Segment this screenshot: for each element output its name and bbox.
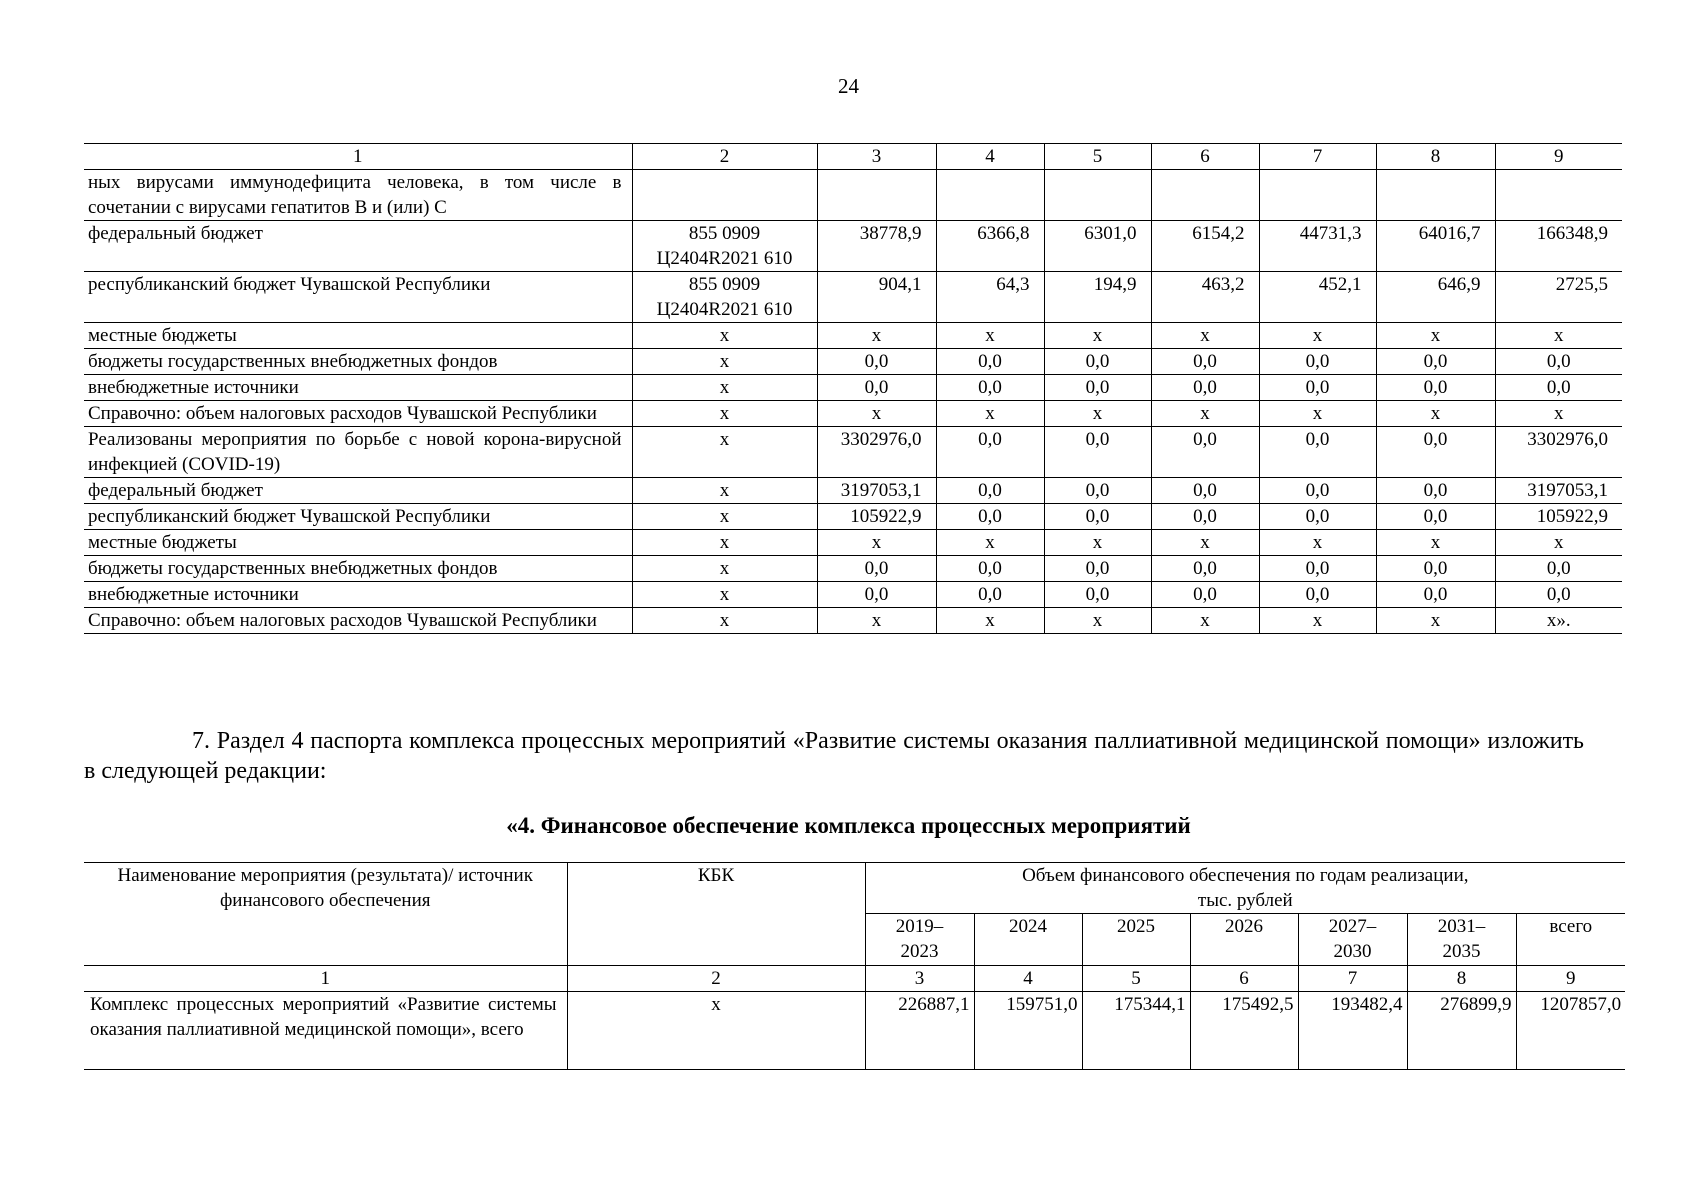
- row-value: 3302976,0: [1495, 427, 1622, 478]
- column-number: 8: [1376, 144, 1495, 170]
- row-value: 44731,3: [1259, 221, 1376, 272]
- row-value: x: [817, 323, 936, 349]
- row-value: x: [1259, 530, 1376, 556]
- row-value: 64,3: [936, 272, 1044, 323]
- row-value: x: [1259, 608, 1376, 634]
- financing-table-continued: [84, 143, 1622, 634]
- row-value: 0,0: [1044, 375, 1151, 401]
- column-number: 2: [632, 144, 817, 170]
- row-value: 0,0: [936, 582, 1044, 608]
- row-value: 6366,8: [936, 221, 1044, 272]
- row-value: 0,0: [1495, 349, 1622, 375]
- row-value: 2725,5: [1495, 272, 1622, 323]
- row-name: местные бюджеты: [84, 530, 632, 556]
- column-number: 5: [1082, 966, 1190, 992]
- header-name: Наименование мероприятия (результата)/ источник финансового обеспечения: [84, 863, 567, 966]
- row-value: 0,0: [1376, 427, 1495, 478]
- column-number: 3: [817, 144, 936, 170]
- row-value: 0,0: [817, 349, 936, 375]
- table-row: [84, 992, 1625, 1070]
- table-row: [84, 401, 1622, 427]
- year-header: 2031–2035: [1407, 914, 1516, 966]
- row-value: [936, 170, 1044, 221]
- row-value: x: [1376, 530, 1495, 556]
- row-value: x: [1376, 401, 1495, 427]
- row-kbk: x: [632, 530, 817, 556]
- row-value: x: [1044, 608, 1151, 634]
- year-header: 2027–2030: [1298, 914, 1407, 966]
- row-value: 0,0: [1376, 478, 1495, 504]
- year-header: всего: [1516, 914, 1625, 966]
- row-value: 0,0: [1151, 478, 1259, 504]
- year-header: 2026: [1190, 914, 1298, 966]
- table-header-row: [84, 863, 1625, 914]
- row-name: Реализованы мероприятия по борьбе с новой корона-вирусной инфекцией (COVID-19): [84, 427, 632, 478]
- row-value: 463,2: [1151, 272, 1259, 323]
- row-value: x: [1151, 401, 1259, 427]
- row-value: 194,9: [1044, 272, 1151, 323]
- row-value: 0,0: [1495, 375, 1622, 401]
- row-value: x: [936, 323, 1044, 349]
- column-number: 7: [1298, 966, 1407, 992]
- section-title: «4. Финансовое обеспечение комплекса процессных мероприятий: [506, 813, 1191, 838]
- row-value: 105922,9: [1495, 504, 1622, 530]
- table-row: [84, 349, 1622, 375]
- column-number: 2: [567, 966, 865, 992]
- row-value: x: [1495, 401, 1622, 427]
- year-header: 2019–2023: [865, 914, 974, 966]
- row-value: [1044, 170, 1151, 221]
- row-value: 0,0: [936, 427, 1044, 478]
- column-number: 4: [974, 966, 1082, 992]
- row-value: 0,0: [1376, 504, 1495, 530]
- row-value: 0,0: [1259, 349, 1376, 375]
- row-name: местные бюджеты: [84, 323, 632, 349]
- row-kbk: x: [632, 323, 817, 349]
- row-value: 0,0: [1376, 375, 1495, 401]
- table-row: [84, 504, 1622, 530]
- row-kbk: x: [632, 504, 817, 530]
- row-value: 0,0: [1151, 427, 1259, 478]
- row-value: 0,0: [1151, 349, 1259, 375]
- row-name: Комплекс процессных мероприятий «Развитие системы оказания паллиативной медицинской помощи», всего: [84, 992, 567, 1070]
- row-value: 0,0: [1495, 556, 1622, 582]
- row-value: [817, 170, 936, 221]
- column-number: 4: [936, 144, 1044, 170]
- row-value: 452,1: [1259, 272, 1376, 323]
- row-name: бюджеты государственных внебюджетных фондов: [84, 349, 632, 375]
- table-row: [84, 582, 1622, 608]
- row-value: 646,9: [1376, 272, 1495, 323]
- row-value: x: [936, 401, 1044, 427]
- column-number: 9: [1495, 144, 1622, 170]
- table-row: [84, 530, 1622, 556]
- row-value: x: [1495, 530, 1622, 556]
- column-number: 6: [1151, 144, 1259, 170]
- row-value: 0,0: [1044, 349, 1151, 375]
- column-number: 6: [1190, 966, 1298, 992]
- row-value: 0,0: [936, 349, 1044, 375]
- row-name: внебюджетные источники: [84, 375, 632, 401]
- table-row: [84, 608, 1622, 634]
- row-value: 175344,1: [1082, 992, 1190, 1070]
- column-number: 7: [1259, 144, 1376, 170]
- header-kbk: КБК: [567, 863, 865, 966]
- row-value: 6154,2: [1151, 221, 1259, 272]
- row-value: 0,0: [817, 582, 936, 608]
- row-kbk: x: [632, 608, 817, 634]
- row-kbk: x: [632, 427, 817, 478]
- row-value: 0,0: [817, 556, 936, 582]
- row-value: 159751,0: [974, 992, 1082, 1070]
- row-kbk: x: [567, 992, 865, 1070]
- row-name: ных вирусами иммунодефицита человека, в том числе в сочетании с вирусами гепатитов B и (или) C: [84, 170, 632, 221]
- row-name: республиканский бюджет Чувашской Республики: [84, 272, 632, 323]
- row-value: 0,0: [1259, 427, 1376, 478]
- row-kbk: x: [632, 478, 817, 504]
- row-value: x: [817, 530, 936, 556]
- row-kbk: x: [632, 556, 817, 582]
- financing-table: [84, 862, 1625, 1070]
- row-value: 0,0: [1151, 582, 1259, 608]
- column-number: 5: [1044, 144, 1151, 170]
- table-row: [84, 323, 1622, 349]
- row-value: x: [1259, 323, 1376, 349]
- page-number: 24: [838, 74, 859, 98]
- row-value: 276899,9: [1407, 992, 1516, 1070]
- column-number: 1: [84, 966, 567, 992]
- row-value: 0,0: [1376, 556, 1495, 582]
- year-header: 2025: [1082, 914, 1190, 966]
- row-value: 175492,5: [1190, 992, 1298, 1070]
- row-kbk: 855 0909 Ц2404R2021 610: [632, 272, 817, 323]
- row-value: [1376, 170, 1495, 221]
- row-value: 0,0: [1259, 375, 1376, 401]
- row-value: x».: [1495, 608, 1622, 634]
- row-value: 0,0: [1259, 556, 1376, 582]
- row-value: 64016,7: [1376, 221, 1495, 272]
- row-value: x: [1151, 530, 1259, 556]
- row-value: [1151, 170, 1259, 221]
- row-value: 0,0: [1151, 504, 1259, 530]
- row-value: 0,0: [1259, 582, 1376, 608]
- row-value: 0,0: [1044, 478, 1151, 504]
- row-value: 0,0: [936, 375, 1044, 401]
- row-kbk: x: [632, 582, 817, 608]
- column-number: 1: [84, 144, 632, 170]
- row-value: x: [1044, 530, 1151, 556]
- row-value: 3197053,1: [1495, 478, 1622, 504]
- row-value: 0,0: [1259, 478, 1376, 504]
- row-value: 0,0: [1044, 504, 1151, 530]
- row-value: 166348,9: [1495, 221, 1622, 272]
- row-value: x: [1376, 323, 1495, 349]
- row-value: 193482,4: [1298, 992, 1407, 1070]
- column-number: 8: [1407, 966, 1516, 992]
- column-number-row: [84, 966, 1625, 992]
- row-value: 0,0: [817, 375, 936, 401]
- row-value: 38778,9: [817, 221, 936, 272]
- row-value: 105922,9: [817, 504, 936, 530]
- row-name: Справочно: объем налоговых расходов Чувашской Республики: [84, 401, 632, 427]
- row-value: 0,0: [1151, 375, 1259, 401]
- table-row: [84, 478, 1622, 504]
- row-value: 0,0: [1044, 556, 1151, 582]
- row-value: [1259, 170, 1376, 221]
- row-value: 0,0: [936, 504, 1044, 530]
- row-name: Справочно: объем налоговых расходов Чувашской Республики: [84, 608, 632, 634]
- row-value: 226887,1: [865, 992, 974, 1070]
- row-kbk: x: [632, 349, 817, 375]
- row-value: x: [936, 530, 1044, 556]
- row-name: бюджеты государственных внебюджетных фондов: [84, 556, 632, 582]
- table-row: [84, 221, 1622, 272]
- row-name: внебюджетные источники: [84, 582, 632, 608]
- row-value: x: [1044, 401, 1151, 427]
- column-number: 3: [865, 966, 974, 992]
- row-name: федеральный бюджет: [84, 478, 632, 504]
- row-value: 904,1: [817, 272, 936, 323]
- table-row: [84, 427, 1622, 478]
- row-value: 1207857,0: [1516, 992, 1625, 1070]
- row-value: x: [1151, 323, 1259, 349]
- row-value: 0,0: [1376, 582, 1495, 608]
- row-value: x: [1044, 323, 1151, 349]
- row-value: 0,0: [1044, 427, 1151, 478]
- column-number: 9: [1516, 966, 1625, 992]
- row-value: [1495, 170, 1622, 221]
- row-name: республиканский бюджет Чувашской Республики: [84, 504, 632, 530]
- year-header: 2024: [974, 914, 1082, 966]
- row-value: 0,0: [1376, 349, 1495, 375]
- row-value: x: [1259, 401, 1376, 427]
- row-value: 0,0: [936, 556, 1044, 582]
- table-row: [84, 272, 1622, 323]
- table-row: [84, 170, 1622, 221]
- row-value: x: [1151, 608, 1259, 634]
- row-value: 3197053,1: [817, 478, 936, 504]
- row-kbk: 855 0909 Ц2404R2021 610: [632, 221, 817, 272]
- row-value: x: [936, 608, 1044, 634]
- row-kbk: [632, 170, 817, 221]
- table-row: [84, 375, 1622, 401]
- row-value: 0,0: [1044, 582, 1151, 608]
- row-value: 0,0: [1151, 556, 1259, 582]
- row-value: 0,0: [1495, 582, 1622, 608]
- table-row: [84, 556, 1622, 582]
- row-value: x: [1495, 323, 1622, 349]
- column-number-row: [84, 144, 1622, 170]
- row-name: федеральный бюджет: [84, 221, 632, 272]
- row-value: x: [817, 608, 936, 634]
- row-value: 3302976,0: [817, 427, 936, 478]
- row-value: 6301,0: [1044, 221, 1151, 272]
- row-value: x: [817, 401, 936, 427]
- row-kbk: x: [632, 401, 817, 427]
- amendment-paragraph: 7. Раздел 4 паспорта комплекса процессных мероприятий «Развитие системы оказания паллиативной медицинской помощи» изложить в следующей редакции:: [84, 728, 1584, 784]
- row-kbk: x: [632, 375, 817, 401]
- row-value: x: [1376, 608, 1495, 634]
- row-value: 0,0: [1259, 504, 1376, 530]
- header-volume: Объем финансового обеспечения по годам реализации, тыс. рублей: [865, 863, 1625, 914]
- row-value: 0,0: [936, 478, 1044, 504]
